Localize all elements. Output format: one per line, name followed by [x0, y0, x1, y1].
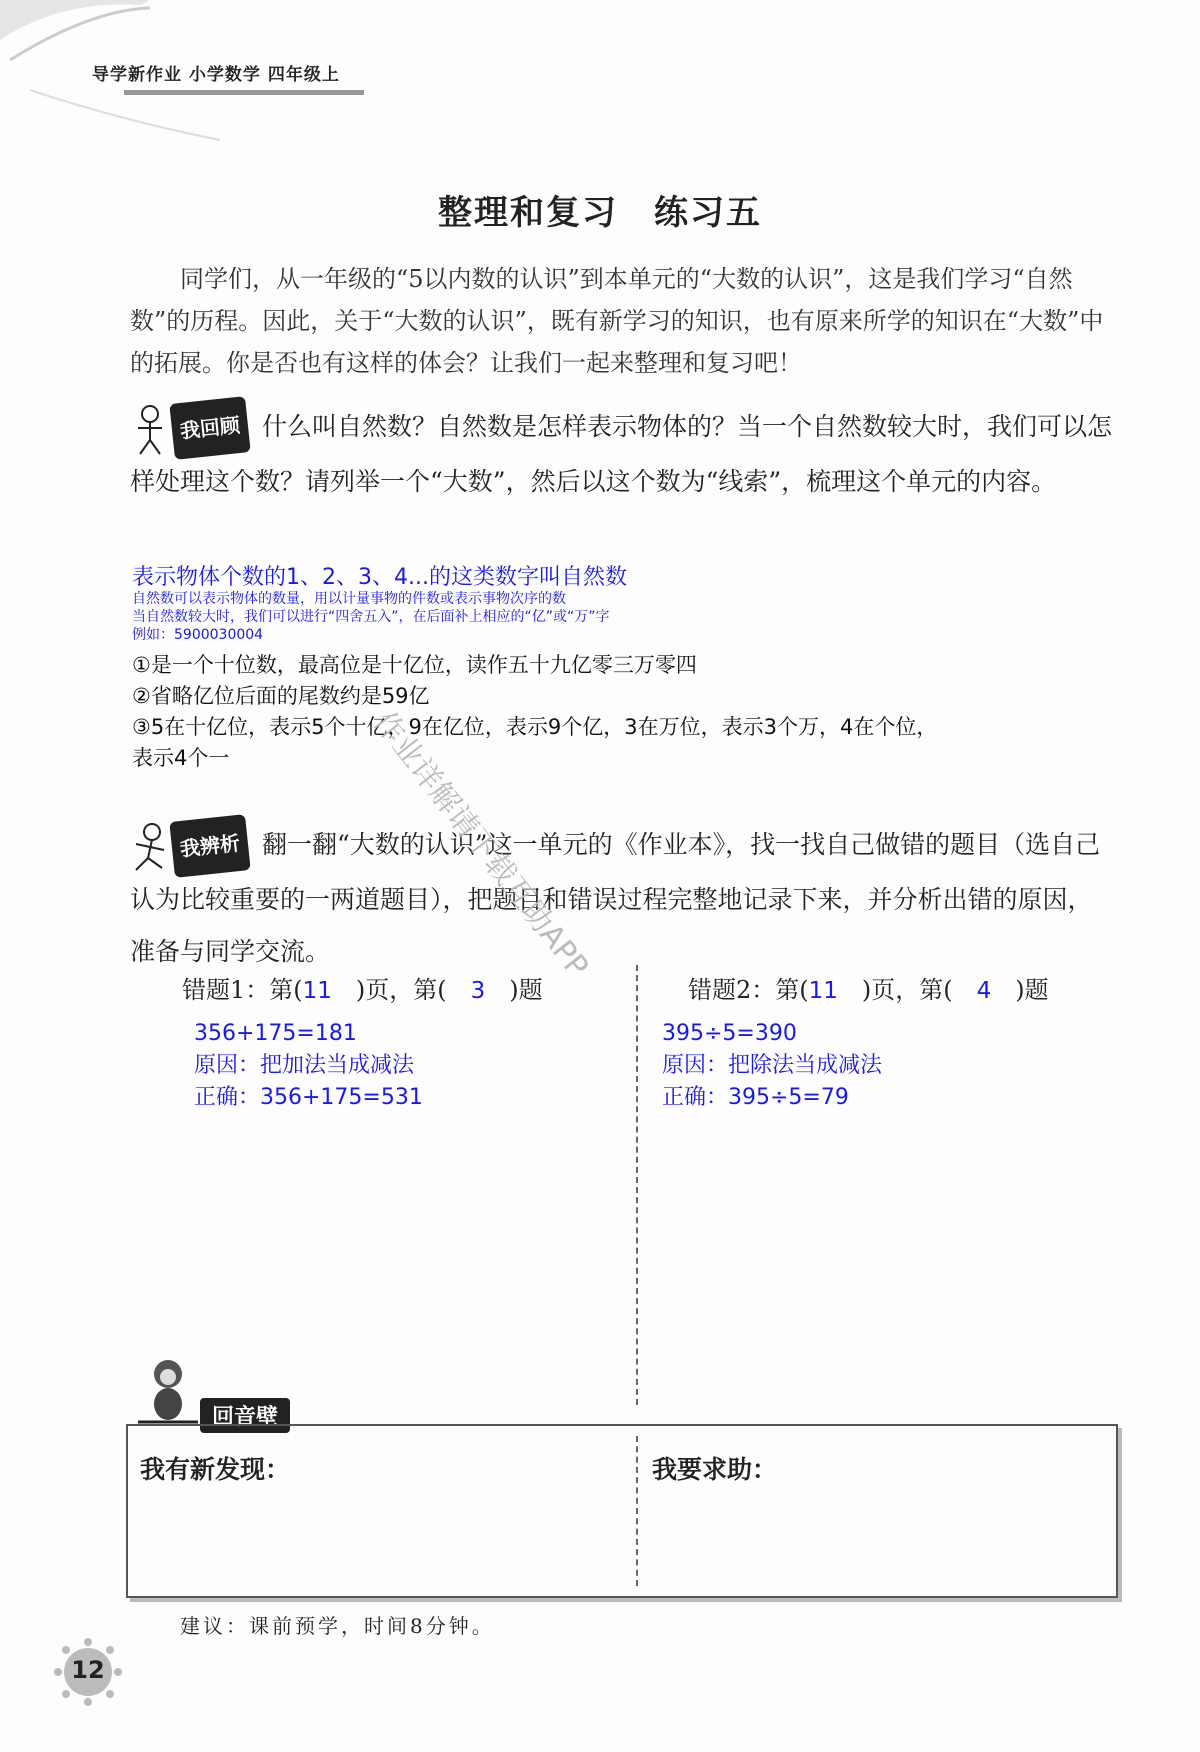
mistake-2-line: 395÷5=390 — [662, 1021, 797, 1046]
review-answer-note: 自然数可以表示物体的数量，用以计量事物的件数或表示事物次序的数 — [132, 591, 566, 607]
mistake-2-number: 4 — [976, 978, 992, 1004]
page-title: 整理和复习 练习五 — [438, 193, 762, 233]
review-badge: 我回顾 — [169, 396, 250, 460]
header-underline — [124, 90, 364, 95]
review-answer-notes — [132, 590, 1032, 644]
echo-wall-badge: 回音壁 — [200, 1398, 290, 1433]
review-answer-line: ③5在十亿位，表示5个十亿，9在亿位，表示9个亿，3在万位，表示3个万，4在个位， — [132, 715, 938, 739]
page-number: 12 — [71, 1656, 105, 1684]
help-request-label: 我要求助： — [652, 1455, 778, 1484]
echo-divider — [636, 1436, 638, 1586]
review-answer-line: ①是一个十位数，最高位是十亿位，读作五十九亿零三万零四 — [132, 653, 697, 677]
watermark-text: 作业详解请下载互助APP — [366, 704, 595, 984]
mistake-2-content — [662, 1018, 882, 1114]
footer-suggestion: 建议：课前预学，时间8分钟。 — [180, 1614, 495, 1638]
mistake-1-number: 3 — [470, 978, 486, 1004]
mistake-1-line: 原因：把加法当成减法 — [194, 1053, 415, 1078]
mistake-2-page: 11 — [808, 978, 838, 1004]
mistake-1-line: 正确：356+175=531 — [194, 1085, 423, 1110]
header-book-title: 导学新作业 小学数学 四年级上 — [92, 65, 340, 85]
analysis-question: 翻一翻“大数的认识”这一单元的《作业本》，找一找自己做错的题目（选自己认为比较重要的一两道题目），把题目和错误过程完整地记录下来，并分析出错的原因，准备与同学交流。 — [130, 830, 1101, 966]
mistake-1-line: 356+175=181 — [194, 1021, 357, 1046]
intro-paragraph: 同学们，从一年级的“5以内数的认识”到本单元的“大数的认识”，这是我们学习“自然数”的历程。因此，关于“大数的认识”，既有新学习的知识，也有原来所学的知识在“大数”中的拓展。你是否也有这样的体会？让我们一起来整理和复习吧！ — [130, 265, 1104, 377]
echo-wall-box — [126, 1424, 1118, 1598]
stick-figure-icon — [130, 404, 170, 456]
mistake-1-content — [194, 1018, 423, 1114]
review-answer-line: ②省略亿位后面的尾数约是59亿 — [132, 684, 430, 708]
mistake-2-line: 正确：395÷5=79 — [662, 1085, 849, 1110]
running-figure-icon — [130, 822, 170, 874]
analysis-badge: 我辨析 — [169, 814, 250, 878]
review-section — [130, 400, 1115, 508]
monkey-mascot-icon — [128, 1352, 208, 1432]
column-divider — [636, 965, 638, 1405]
review-answer-line: 表示4个一 — [132, 746, 230, 770]
mistake-2-line: 原因：把除法当成减法 — [662, 1053, 883, 1078]
mistake-1-label: 错题1：第(11 )页，第( 3 )题 — [182, 976, 543, 1004]
review-answer-note: 当自然数较大时，我们可以进行“四舍五入”，在后面补上相应的“亿”或“万”字 — [132, 609, 610, 625]
mistake-1-page: 11 — [302, 978, 332, 1004]
review-answer-lines — [132, 650, 1092, 774]
analysis-section — [130, 818, 1115, 978]
review-answer-main: 表示物体个数的1、2、3、4...的这类数字叫自然数 — [132, 565, 627, 590]
review-answer-note: 例如：5900030004 — [132, 627, 264, 643]
review-question: 什么叫自然数？自然数是怎样表示物体的？当一个自然数较大时，我们可以怎样处理这个数？请列举一个“大数”，然后以这个数为“线索”，梳理这个单元的内容。 — [130, 412, 1113, 496]
new-discovery-label: 我有新发现： — [140, 1455, 291, 1484]
mistake-2-label: 错题2：第(11 )页，第( 4 )题 — [688, 976, 1049, 1004]
